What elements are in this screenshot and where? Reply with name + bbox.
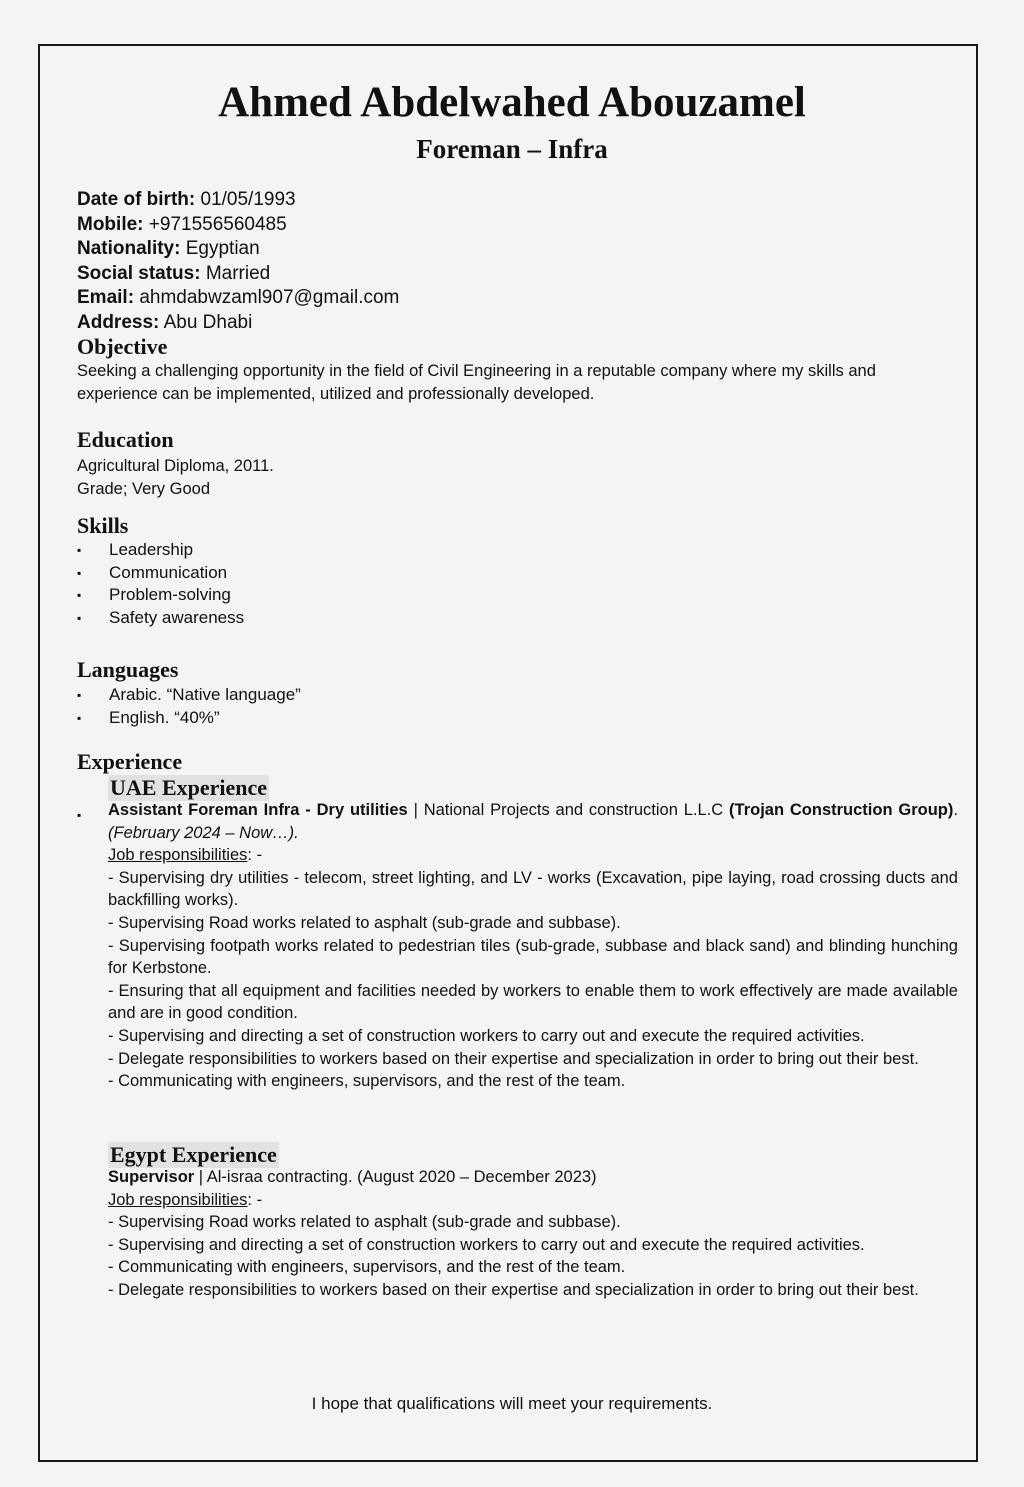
duty-item: - Supervising Road works related to asphalt (sub-grade and subbase). <box>108 1213 621 1232</box>
objective-heading: Objective <box>77 334 168 359</box>
education-heading: Education <box>77 427 174 452</box>
info-row-address: Address: Abu Dhabi <box>77 311 253 333</box>
uae-job-entry: Assistant Foreman Infra - Dry utilities | National Projects and construction L.L.C (Trojan Construction Group). (February 2024 – Now…). Job responsibilities: - - Supervising dry utilities - telecom, street lighting, and LV - works (Excavation, pipe laying, road crossing ducts and backfilling works). - Supervising Road works related to asphalt (sub-grade and subbase). - Supervising footpath works related to pedestrian tiles (sub-grade, subbase and black sand) and blinding hunching for Kerbstone. - Ensuring that all equipment and facilities needed by workers to enable them to work effectively are made available and are in good condition. - Supervising and directing a set of construction workers to carry out and execute the required activities. - Delegate responsibilities to workers based on their expertise and specialization in order to bring out their best. - Communicating with engineers, supervisors, and the rest of the team. <box>108 799 958 1093</box>
list-item: ▪ Leadership <box>77 539 244 562</box>
education-degree: Agricultural Diploma, 2011. <box>77 457 274 475</box>
duty-item: - Ensuring that all equipment and facilities needed by workers to enable them to work effectively are made available and are in good condition. <box>108 981 958 1023</box>
uae-company: National Projects and construction L.L.C <box>423 801 730 819</box>
egypt-job-entry: Supervisor | Al-israa contracting. (August 2020 – December 2023) Job responsibilities: - - Supervising Road works related to asphalt (sub-grade and subbase). - Supervising and directing a set of construction workers to carry out and execute the required activities. - Communicating with engineers, supervisors, and the rest of the team. - Delegate responsibilities to workers based on their expertise and specialization in order to bring out their best. <box>108 1166 958 1302</box>
skills-heading: Skills <box>77 513 129 538</box>
info-row-nationality: Nationality: Egyptian <box>77 238 260 259</box>
bullet-marker: ▪ <box>77 808 82 822</box>
candidate-name: Ahmed Abdelwahed Abouzamel <box>218 79 806 126</box>
egypt-resp-label: Job responsibilities <box>108 1190 248 1209</box>
uae-resp-label: Job responsibilities <box>108 846 248 865</box>
list-item: ▪ Safety awareness <box>77 607 244 630</box>
info-row-social-status: Social status: Married <box>77 262 271 284</box>
info-row-mobile: Mobile: +971556560485 <box>77 213 287 235</box>
egypt-company-period: | Al-israa contracting. (August 2020 – December 2023) <box>194 1168 597 1186</box>
egypt-role: Supervisor <box>108 1168 195 1186</box>
uae-group: (Trojan Construction Group) <box>729 801 954 819</box>
duty-item: - Communicating with engineers, supervisors, and the rest of the team. <box>108 1258 626 1277</box>
list-item: ▪ Communication <box>77 562 244 585</box>
info-row-dob: Date of birth: 01/05/1993 <box>77 189 296 210</box>
egypt-experience-heading: Egypt Experience <box>110 1142 277 1167</box>
closing-statement: I hope that qualifications will meet your requirements. <box>311 1394 713 1413</box>
duty-item: - Supervising Road works related to asphalt (sub-grade and subbase). <box>108 913 621 932</box>
duty-item: - Supervising dry utilities - telecom, street lighting, and LV - works (Excavation, pipe laying, road crossing ducts and backfilling works). <box>108 868 958 910</box>
experience-heading: Experience <box>77 749 183 774</box>
list-item: ▪ Arabic. “Native language” <box>77 684 301 707</box>
skills-list <box>77 539 244 629</box>
duty-item: - Communicating with engineers, supervisors, and the rest of the team. <box>108 1072 626 1091</box>
duty-item: - Delegate responsibilities to workers based on their expertise and specialization in order to bring out their best. <box>108 1280 919 1299</box>
list-item: ▪ Problem-solving <box>77 584 244 607</box>
languages-list <box>77 684 301 729</box>
languages-heading: Languages <box>77 657 179 682</box>
list-item: ▪ English. “40%” <box>77 707 301 730</box>
duty-item: - Delegate responsibilities to workers based on their expertise and specialization in order to bring out their best. <box>108 1049 919 1068</box>
uae-role: Assistant Foreman Infra - Dry utilities <box>108 801 408 819</box>
personal-info <box>77 188 399 335</box>
education-grade: Grade; Very Good <box>77 480 210 498</box>
duty-item: - Supervising and directing a set of construction workers to carry out and execute the required activities. <box>108 1235 865 1254</box>
uae-period: (February 2024 – Now…). <box>108 823 299 842</box>
duty-item: - Supervising footpath works related to pedestrian tiles (sub-grade, subbase and black sand) and blinding hunching for Kerbstone. <box>108 936 958 978</box>
objective-text: Seeking a challenging opportunity in the field of Civil Engineering in a reputable company where my skills and experience can be implemented, utilized and professionally developed. <box>77 362 876 403</box>
job-title: Foreman – Infra <box>416 134 608 164</box>
uae-experience-heading: UAE Experience <box>110 775 268 800</box>
duty-item: - Supervising and directing a set of construction workers to carry out and execute the required activities. <box>108 1026 865 1045</box>
info-row-email: Email: ahmdabwzaml907@gmail.com <box>77 287 400 308</box>
